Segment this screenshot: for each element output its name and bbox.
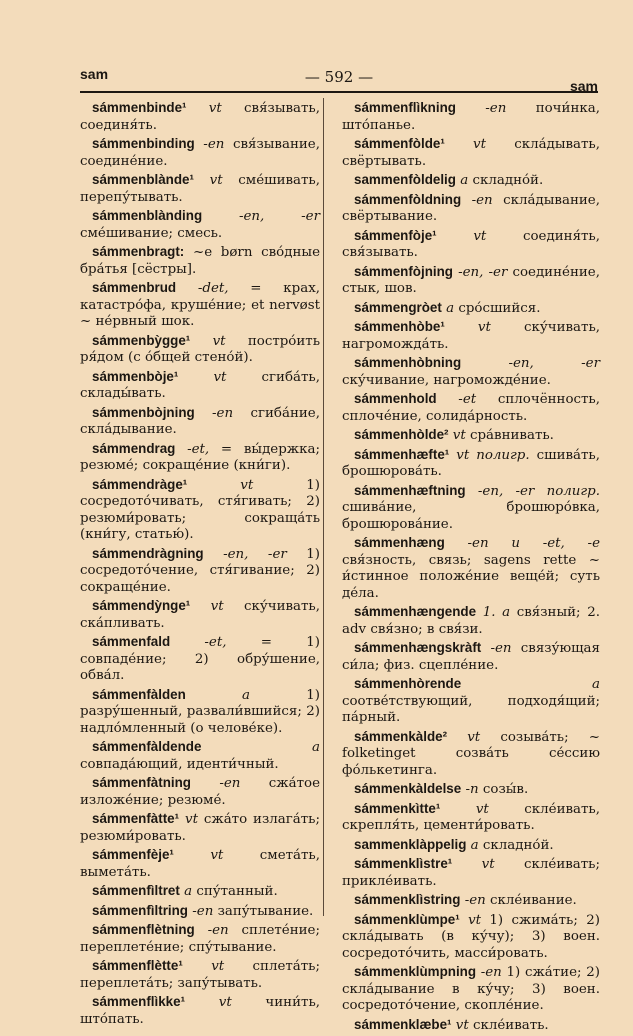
dictionary-entry <box>80 136 320 170</box>
entry-headword: sammenklàppelig <box>354 836 467 852</box>
entry-translation: сгиба́ть, склады́вать. <box>80 369 320 401</box>
entry-headword: sámmenkàlde² <box>354 728 448 744</box>
entry-headword: sámmenfòjning <box>354 263 453 279</box>
entry-headword: sámmenhængskràft <box>354 640 482 655</box>
dictionary-entry <box>342 729 600 780</box>
entry-translation: ску́чивать, ска́пливать. <box>80 599 320 631</box>
entry-translation: 1) разру́шенный, развали́вшийся; 2) надло́мленный (о челове́ке). <box>80 687 320 736</box>
entry-translation: сжа́тое изложе́ние; резюме́. <box>80 776 320 808</box>
entry-headword: sámmenfàtning <box>92 775 191 790</box>
entry-headword: sámmenhæng <box>354 535 445 550</box>
dictionary-entry <box>80 244 320 278</box>
entry-headword: sámmenhòbning <box>354 355 462 370</box>
entry-grammar: -et, <box>187 441 210 457</box>
dictionary-entry <box>342 172 600 190</box>
entry-headword: sámmenhòbe¹ <box>354 319 445 334</box>
entry-translation: свя́зный; 2. adv свя́зно; в свя́зи. <box>342 605 600 637</box>
entry-translation: ску́чивать, нагроможда́ть. <box>342 320 600 352</box>
entry-translation: сро́сшийся. <box>458 300 541 316</box>
entry-headword: sámmenbinding <box>92 136 195 151</box>
entry-translation: сплете́ние; переплете́ние; спу́тывание. <box>80 923 320 955</box>
entry-headword: sámmenfòlde¹ <box>354 136 445 151</box>
entry-headword: sámmenklìstre¹ <box>354 856 453 871</box>
entry-headword: sámmenfàldende <box>92 739 202 754</box>
entry-grammar: vt <box>473 137 486 152</box>
entry-grammar: -en <box>212 405 234 421</box>
dictionary-entry <box>342 483 600 534</box>
entry-translation: скле́ивание. <box>490 893 577 908</box>
dictionary-entry <box>342 892 600 910</box>
dictionary-entry <box>342 427 600 445</box>
entry-headword: sámmenhòrende <box>354 676 462 691</box>
entry-translation: свя́зывать, соединя́ть. <box>80 101 320 133</box>
entry-translation: сплочённость, сплоче́ние, солида́рность. <box>342 392 600 424</box>
dictionary-entry <box>342 264 600 298</box>
entry-grammar: vt <box>209 173 223 188</box>
header-rule <box>80 91 598 93</box>
dictionary-entry <box>80 100 320 134</box>
dictionary-entry <box>80 634 320 685</box>
entry-translation: скле́ивать. <box>472 1017 549 1033</box>
dictionary-entry <box>80 922 320 956</box>
dictionary-entry <box>342 228 600 262</box>
entry-grammar: vt <box>208 101 222 116</box>
dictionary-entry <box>80 883 320 901</box>
dictionary-entry <box>80 739 320 773</box>
entry-grammar: vt <box>240 477 254 493</box>
entry-headword: sámmenbỳgge¹ <box>92 332 191 348</box>
entry-grammar: -en, -er <box>508 356 600 371</box>
entry-grammar: -en <box>471 192 493 208</box>
dictionary-entry <box>342 837 600 855</box>
entry-translation: = 1) совпаде́ние; 2) обру́шение, обва́л. <box>80 635 320 683</box>
entry-headword: sámmenfòje¹ <box>354 227 437 243</box>
entry-headword: sámmenflètte¹ <box>92 958 183 973</box>
entry-headword: sámmendỳnge¹ <box>92 598 191 613</box>
entry-translation: смета́ть, вымета́ть. <box>80 848 320 880</box>
dictionary-entry <box>342 447 600 481</box>
entry-grammar: vt <box>213 369 227 385</box>
dictionary-entry <box>80 280 320 331</box>
entry-grammar: vt <box>473 228 487 244</box>
entry-translation: чини́ть, што́пать. <box>80 995 320 1027</box>
dictionary-entry <box>342 856 600 890</box>
entry-translation: спу́танный. <box>196 884 278 899</box>
entry-grammar: a <box>460 173 469 188</box>
entry-translation: ~e børn сво́дные бра́тья [сёстры]. <box>80 245 320 277</box>
entry-grammar: -en, -er <box>458 264 508 280</box>
entry-translation: скле́ивать, скрепля́ть, цементи́ровать. <box>342 801 600 833</box>
dictionary-entry <box>342 319 600 353</box>
entry-headword: sámmenblànde¹ <box>92 172 194 187</box>
entry-headword: sámmenfald <box>92 634 171 649</box>
entry-headword: sámmenblànding <box>92 208 203 223</box>
entry-headword: sámmenfàtte¹ <box>92 811 180 826</box>
entry-grammar: vt <box>455 1017 469 1033</box>
entry-headword: sámmenhold <box>354 391 437 406</box>
dictionary-entry <box>342 136 600 170</box>
entry-headword: sámmenfìltring <box>92 902 188 918</box>
entry-grammar: 1. a <box>482 605 511 620</box>
right-running-head: sam <box>569 78 598 94</box>
entry-grammar: vt полигр. <box>456 447 530 463</box>
entry-grammar: a <box>312 740 320 755</box>
entry-headword: sámmenbragt: <box>92 244 185 259</box>
entry-grammar: a <box>446 300 455 316</box>
page-number: — 592 — <box>304 68 374 86</box>
entry-headword: sámmenklìstring <box>354 892 461 907</box>
dictionary-entry <box>80 775 320 809</box>
entry-translation: = крах, катастро́фа, круше́ние; et nervøst ~ не́рвный шок. <box>80 281 321 329</box>
entry-translation: созыва́ть; ~ folketinget созва́ть се́ссию фо́лькетинга. <box>342 729 600 778</box>
dictionary-entry <box>342 300 600 318</box>
entry-translation: скле́ивать; прикле́ивать. <box>342 857 600 889</box>
entry-translation: складно́й. <box>482 837 554 853</box>
entry-headword: sámmenklùmpe¹ <box>354 911 460 927</box>
entry-grammar: vt <box>212 333 226 349</box>
entry-translation: скла́дывать, свёртывать. <box>342 137 600 169</box>
entry-grammar: -en <box>207 923 229 938</box>
entry-translation: соедине́ние, стык, шов. <box>342 264 600 296</box>
entry-grammar: -en <box>480 965 502 980</box>
entry-headword: sámmendràge¹ <box>92 476 188 492</box>
entry-headword: sámmenklæbe¹ <box>354 1016 452 1032</box>
entry-grammar: vt <box>475 801 489 817</box>
dictionary-entry <box>342 640 600 674</box>
dictionary-entry <box>80 598 320 632</box>
entry-headword: sámmendràgning <box>92 545 204 561</box>
entry-headword: sámmenbòje¹ <box>92 368 179 384</box>
entry-translation: сжа́то излага́ть; резюми́ровать. <box>80 812 320 844</box>
entry-translation: сшива́ние, брошюро́вка, брошюрова́ние. <box>342 500 600 532</box>
entry-translation: запу́тывание. <box>217 903 314 919</box>
entry-translation: сшива́ть, брошюрова́ть. <box>342 447 600 479</box>
entry-headword: sámmenbòjning <box>92 404 195 420</box>
entry-grammar: -en <box>192 903 214 919</box>
right-column <box>342 100 600 1036</box>
entry-grammar: -det, <box>197 281 229 296</box>
entry-translation: совпада́ющий, иденти́чный. <box>80 756 279 772</box>
dictionary-entry <box>80 172 320 206</box>
entry-translation: созы́в. <box>482 782 529 797</box>
entry-translation: сме́шивание; смесь. <box>80 225 223 241</box>
entry-headword: sámmenklùmpning <box>354 964 477 979</box>
dictionary-entry <box>342 535 600 602</box>
dictionary-entry <box>80 208 320 242</box>
entry-grammar: a <box>592 677 600 692</box>
entry-translation: свя́зность, связь; sagens rette ~ и́стинное положе́ние веще́й; суть де́ла. <box>342 552 600 601</box>
entry-grammar: -en <box>490 641 512 656</box>
entry-grammar: vt <box>211 959 225 974</box>
entry-headword: sámmenfèje¹ <box>92 847 174 862</box>
column-divider <box>323 98 324 916</box>
left-running-head: sam <box>80 66 109 82</box>
entry-grammar: -et <box>458 392 477 407</box>
dictionary-entry <box>80 847 320 881</box>
entry-translation: 1) сосредото́чение, стя́гивание; 2) сокраще́ние. <box>80 546 320 595</box>
entry-headword: sámmengròet <box>354 299 442 315</box>
entry-grammar: a <box>470 837 479 853</box>
entry-grammar: vt <box>481 857 495 872</box>
entry-headword: sámmenhængende <box>354 604 477 619</box>
entry-translation: сра́внивать. <box>469 428 554 443</box>
dictionary-entry <box>342 391 600 425</box>
entry-grammar: vt <box>467 729 481 745</box>
dictionary-entry <box>80 405 320 439</box>
entry-grammar: -et, <box>204 635 227 650</box>
dictionary-entry <box>80 994 320 1028</box>
entry-headword: sámmenkìtte¹ <box>354 800 441 816</box>
dictionary-entry <box>80 441 320 475</box>
dictionary-entry <box>342 355 600 389</box>
dictionary-entry <box>342 100 600 134</box>
entry-grammar: vt <box>210 599 224 614</box>
entry-translation: соединя́ть, свя́зывать. <box>342 228 600 260</box>
entry-translation: сплета́ть; переплета́ть; запу́тывать. <box>80 959 320 991</box>
entry-translation: 1) сосредото́чивать, стя́гивать; 2) резюми́ровать; сокраща́ть (кни́гу, статью́). <box>80 477 320 542</box>
dictionary-entry <box>342 604 600 638</box>
entry-translation: ску́чивание, нагроможде́ние. <box>342 372 551 388</box>
entry-translation: складно́й. <box>472 173 544 188</box>
entry-translation: 1) сжа́тие; 2) скла́дывание в ку́чу; 3) воен. сосредото́чение, скопле́ние. <box>342 965 600 1013</box>
entry-headword: sámmenkàldelse <box>354 781 462 796</box>
entry-headword: sámmenfìltret <box>92 883 180 898</box>
entry-headword: sammenfòldelig <box>354 172 456 187</box>
entry-translation: свя́зывание, соедине́ние. <box>80 137 320 169</box>
dictionary-entry <box>342 801 600 835</box>
dictionary-entry <box>342 964 600 1015</box>
entry-grammar: vt <box>468 912 482 928</box>
entry-headword: sámmendrag <box>92 440 176 456</box>
entry-grammar: -en, -er полигр. <box>477 483 600 499</box>
entry-headword: sámmenflìkning <box>354 100 456 115</box>
dictionary-entry <box>80 546 320 597</box>
entry-grammar: vt <box>218 995 232 1010</box>
dictionary-entry <box>342 676 600 727</box>
entry-grammar: a <box>242 687 250 703</box>
entry-translation: постро́ить ря́дом (с о́бщей стено́й). <box>80 333 320 365</box>
entry-grammar: -en и -et, -e <box>467 536 600 551</box>
entry-translation: 1) сжима́ть; 2) скла́дывать (в ку́чу); 3) воен. сосредото́чить, масси́ровать. <box>342 912 600 961</box>
entry-headword: sámmenfòldning <box>354 191 462 207</box>
entry-grammar: a <box>184 884 193 899</box>
entry-headword: sámmenfàlden <box>92 686 186 702</box>
entry-grammar: -en <box>485 101 507 116</box>
entry-grammar: vt <box>477 320 491 335</box>
entry-headword: sámmenbinde¹ <box>92 100 187 115</box>
entry-headword: sámmenflètning <box>92 922 195 937</box>
dictionary-entry <box>342 912 600 963</box>
left-column <box>80 100 320 1030</box>
entry-grammar: -en <box>203 137 225 152</box>
dictionary-entry <box>80 811 320 845</box>
dictionary-entry <box>80 903 320 921</box>
dictionary-entry <box>342 1017 600 1035</box>
entry-grammar: -n <box>465 782 479 797</box>
dictionary-entry <box>80 958 320 992</box>
entry-translation: сме́шивать, перепу́тывать. <box>80 173 320 205</box>
dictionary-entry <box>342 192 600 226</box>
entry-grammar: vt <box>210 848 224 863</box>
entry-translation: = вы́держка; резюме́; сокраще́ние (кни́ги). <box>80 441 320 473</box>
entry-grammar: -en <box>464 893 486 908</box>
entry-headword: sámmenbrud <box>92 280 177 295</box>
entry-grammar: -en <box>219 776 241 791</box>
entry-headword: sámmenhæfte¹ <box>354 446 450 462</box>
entry-headword: sámmenflìkke¹ <box>92 994 186 1009</box>
entry-headword: sámmenhòlde² <box>354 427 449 442</box>
entry-grammar: -en, -er <box>223 546 287 562</box>
entry-grammar: vt <box>452 428 466 443</box>
entry-translation: сгиба́ние, скла́дывание. <box>80 405 320 437</box>
entry-translation: скла́дывание, свёртывание. <box>342 192 600 224</box>
entry-grammar: vt <box>185 812 198 827</box>
entry-headword: sámmenhæftning <box>354 482 466 498</box>
dictionary-entry <box>80 333 320 367</box>
dictionary-entry <box>80 477 320 544</box>
page-header <box>80 64 598 92</box>
entry-translation: почи́нка, што́панье. <box>342 101 600 133</box>
entry-translation: соотве́тствующий, подходя́щий; па́рный. <box>342 693 600 725</box>
dictionary-entry <box>80 687 320 738</box>
entry-grammar: -en, -er <box>238 209 320 224</box>
entry-translation: связу́ющая си́ла; физ. сцепле́ние. <box>342 641 600 673</box>
dictionary-entry <box>80 369 320 403</box>
dictionary-entry <box>342 781 600 799</box>
